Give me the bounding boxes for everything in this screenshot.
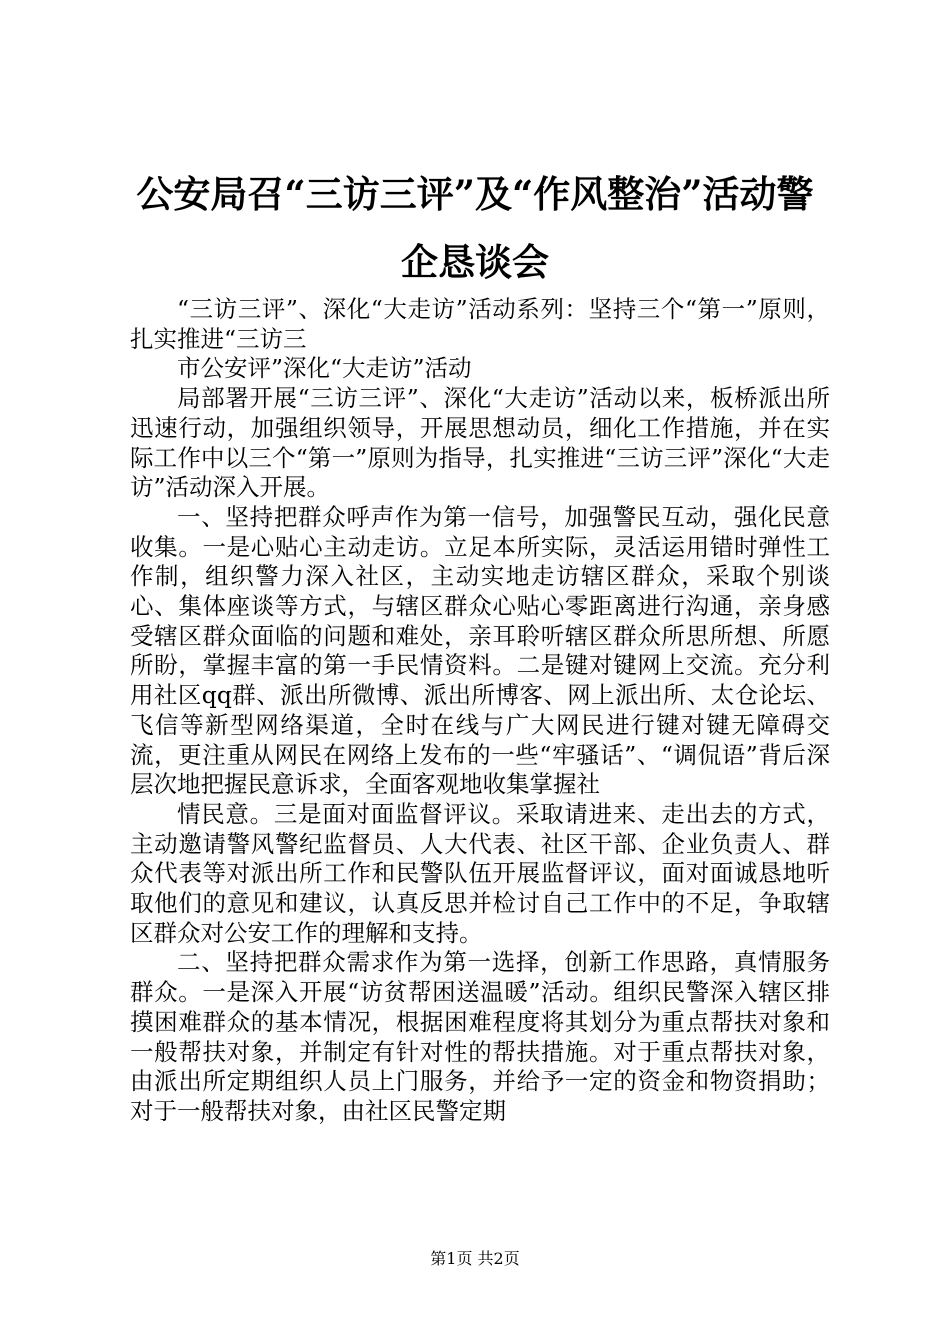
- paragraph-3: 局部署开展“三访三评”、深化“大走访”活动以来，板桥派出所迅速行动，加强组织领导，开展思想动员，细化工作措施，并在实际工作中以三个“第一”原则为指导，扎实推进“三访三评”深化“大走访”活动深入开展。: [130, 384, 830, 502]
- paragraph-4: 一、坚持把群众呼声作为第一信号，加强警民互动，强化民意收集。一是心贴心主动走访。立足本所实际，灵活运用错时弹性工作制，组织警力深入社区，主动实地走访辖区群众，采取个别谈心、集体座谈等方式，与辖区群众心贴心零距离进行沟通，亲身感受辖区群众面临的问题和难处，亲耳聆听辖区群众所思所想、所愿所盼，掌握丰富的第一手民情资料。二是键对键网上交流。充分利用社区qq群、派出所微博、派出所博客、网上派出所、太仓论坛、飞信等新型网络渠道，全时在线与广大网民进行键对键无障碍交流，更注重从网民在网络上发布的一些“牢骚话”、“调侃语”背后深层次地把握民意诉求，全面客观地收集掌握社: [130, 502, 830, 799]
- page-number-footer: 第1页 共2页: [430, 1249, 520, 1268]
- paragraph-1: “三访三评”、深化“大走访”活动系列：坚持三个“第一”原则，扎实推进“三访三: [130, 295, 830, 353]
- document-title: [0, 160, 950, 296]
- paragraph-5: 情民意。三是面对面监督评议。采取请进来、走出去的方式，主动邀请警风警纪监督员、人大代表、社区干部、企业负责人、群众代表等对派出所工作和民警队伍开展监督评议，面对面诚恳地听取他们的意见和建议，认真反思并检讨自己工作中的不足，争取辖区群众对公安工作的理解和支持。: [130, 799, 830, 947]
- paragraph-6: 二、坚持把群众需求作为第一选择，创新工作思路，真情服务群众。一是深入开展“访贫帮困送温暖”活动。组织民警深入辖区排摸困难群众的基本情况，根据困难程度将其划分为重点帮扶对象和一般帮扶对象，并制定有针对性的帮扶措施。对于重点帮扶对象，由派出所定期组织人员上门服务，并给予一定的资金和物资捐助；对于一般帮扶对象，由社区民警定期: [130, 948, 830, 1125]
- paragraph-2: 市公安评”深化“大走访”活动: [177, 354, 472, 383]
- document-body: [130, 295, 830, 1127]
- title-line-1: 公安局召“三访三评”及“作风整治”活动警: [136, 172, 814, 216]
- title-line-2: 企恳谈会: [401, 240, 549, 284]
